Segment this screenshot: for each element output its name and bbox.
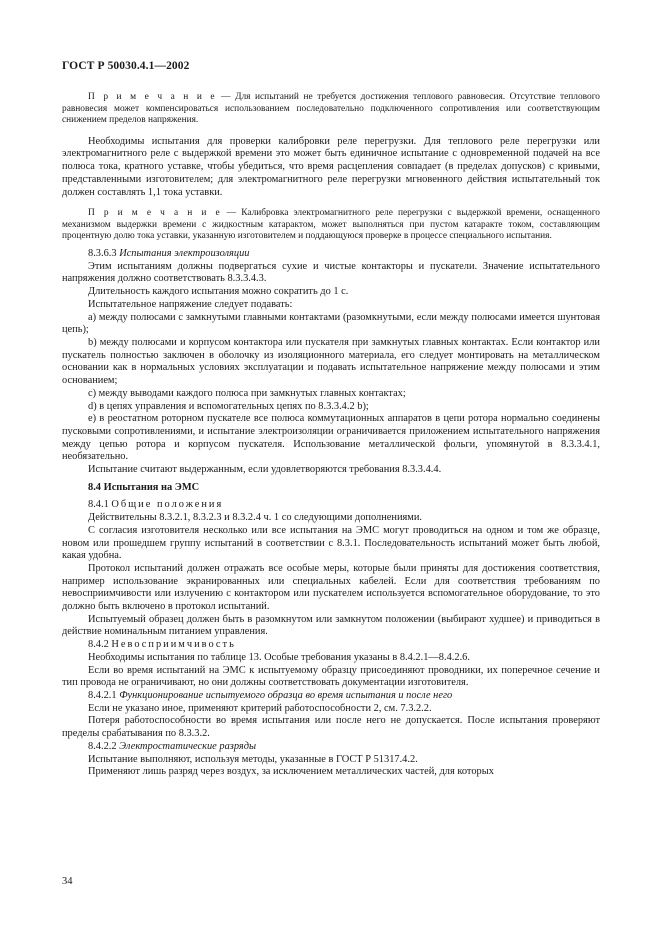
body-paragraph: Применяют лишь разряд через воздух, за исключением металлических частей, для которых: [88, 766, 494, 778]
subsection-heading: 8.4.2.2 Электростатические разряды: [88, 740, 257, 752]
body-paragraph: Протокол испытаний должен отражать все особые меры, которые были приняты для достижения соответствия, например использование экранированных или специальных кабелей. Если для соответствия требованиям по невосприимчивости или излучению с контактором или пускателем используется вспомогательное оборудование, то это должно быть включено в протокол испытаний.: [62, 562, 600, 613]
body-paragraph: Если во время испытаний на ЭМС к испытуемому образцу присоединяют проводники, их поперечное сечение и тип провода не ограничивают, но они должны соответствовать документации изготовителя.: [62, 664, 600, 689]
list-item: a) между полюсами с замкнутыми главными контактами (разомкнутыми, если между полюсами имеется шунтовая цепь);: [62, 311, 600, 336]
body-paragraph: Этим испытаниям должны подвергаться сухие и чистые контакторы и пускатели. Значение испытательного напряжения должно соответствовать 8.3.3.4.3.: [62, 260, 600, 285]
body-paragraph: Действительны 8.3.2.1, 8.3.2.3 и 8.3.2.4 ч. 1 со следующими дополнениями.: [88, 512, 423, 524]
subsection-heading: 8.4.2.1 Функционирование испытуемого образца во время испытания и после него: [88, 689, 453, 701]
document-header: ГОСТ Р 50030.4.1—2002: [62, 60, 190, 72]
body-paragraph: С согласия изготовителя несколько или все испытания на ЭМС могут проводиться на одном и том же образце, новом или прошедшем группу испытаний в соответствии с 8.3.1. Последовательность испытаний может быть любой, какая удобна.: [62, 524, 600, 562]
body-paragraph: Испытательное напряжение следует подавать:: [88, 298, 293, 310]
body-paragraph: Испытуемый образец должен быть в разомкнутом или замкнутом положении (выбирают худшее) и приводиться в действие номинальным питанием управления.: [62, 613, 600, 638]
section-heading: 8.4 Испытания на ЭМС: [88, 481, 200, 493]
list-item: d) в цепях управления и вспомогательных цепях по 8.3.3.4.2 b);: [88, 400, 369, 412]
body-paragraph: Необходимы испытания для проверки калибровки реле перегрузки. Для теплового реле перегрузки или электромагнитного реле с выдержкой времени это может быть единичное испытание с одновременной подачей на все полюса тока, кратного уставке, чтобы убедиться, что время расцепления совпадает (в пределах допусков) с кривыми, представленными изготовителем; для электромагнитного реле перегрузки мгновенного действия испытательный ток должен составлять 1,1 тока уставки.: [62, 135, 600, 198]
list-item: b) между полюсами и корпусом контактора или пускателя при замкнутых главных контактах. Если контактор или пускатель полностью заключен в оболочку из изоляционного материала, его следует монтировать на металлическом основании как в нормальных условиях эксплуатации и подавать испытательное напряжение между полюсами и этим основанием;: [62, 337, 600, 387]
body-paragraph: Если не указано иное, применяют критерий работоспособности 2, см. 7.3.2.2.: [88, 702, 432, 714]
subsection-heading: 8.4.1 Общие положения: [88, 499, 224, 511]
body-paragraph: Длительность каждого испытания можно сократить до 1 с.: [88, 286, 349, 298]
body-paragraph: Необходимы испытания по таблице 13. Особые требования указаны в 8.4.2.1—8.4.2.6.: [88, 651, 470, 663]
body-paragraph: Испытание выполняют, используя методы, указанные в ГОСТ Р 51317.4.2.: [88, 753, 418, 765]
document-body: [62, 92, 600, 779]
page-number: 34: [62, 876, 73, 887]
body-paragraph: Потеря работоспособности во время испытания или после него не допускается. После испытания проверяют пределы срабатывания по 8.3.3.2.: [62, 715, 600, 740]
section-heading: 8.3.6.3 Испытания электроизоляции: [88, 248, 250, 260]
subsection-heading: 8.4.2 Невосприимчивость: [88, 639, 236, 651]
body-paragraph: Испытание считают выдержанным, если удовлетворяются требования 8.3.3.4.4.: [88, 464, 442, 476]
note-paragraph: П р и м е ч а н и е — Для испытаний не требуется достижения теплового равновесия. Отсутствие теплового равновесия может компенсироваться использованием последовательно подключенного сопротивления или соответствующим снижением пределов напряжения.: [62, 92, 600, 126]
list-item: c) между выводами каждого полюса при замкнутых главных контактах;: [88, 387, 406, 399]
list-item: e) в реостатном роторном пускателе все полюса коммутационных аппаратов в цепи ротора нормально соединены пусковыми сопротивлениями, и испытание электроизоляции ограничивается приложением испытательного напряжения между цепью ротора и корпусом пускателя. Использование металлической фольги, упомянутой в 8.3.3.4.1, необязательно.: [62, 413, 600, 463]
note-paragraph: П р и м е ч а н и е — Калибровка электромагнитного реле перегрузки с выдержкой времени, оснащенного механизмом выдержки времени с жидкостным катарактом, может выполняться при пустом катаракте током, составляющим процентную долю тока уставки, указанную изготовителем и поддающуюся проверке в процессе специального испытания.: [62, 208, 600, 242]
